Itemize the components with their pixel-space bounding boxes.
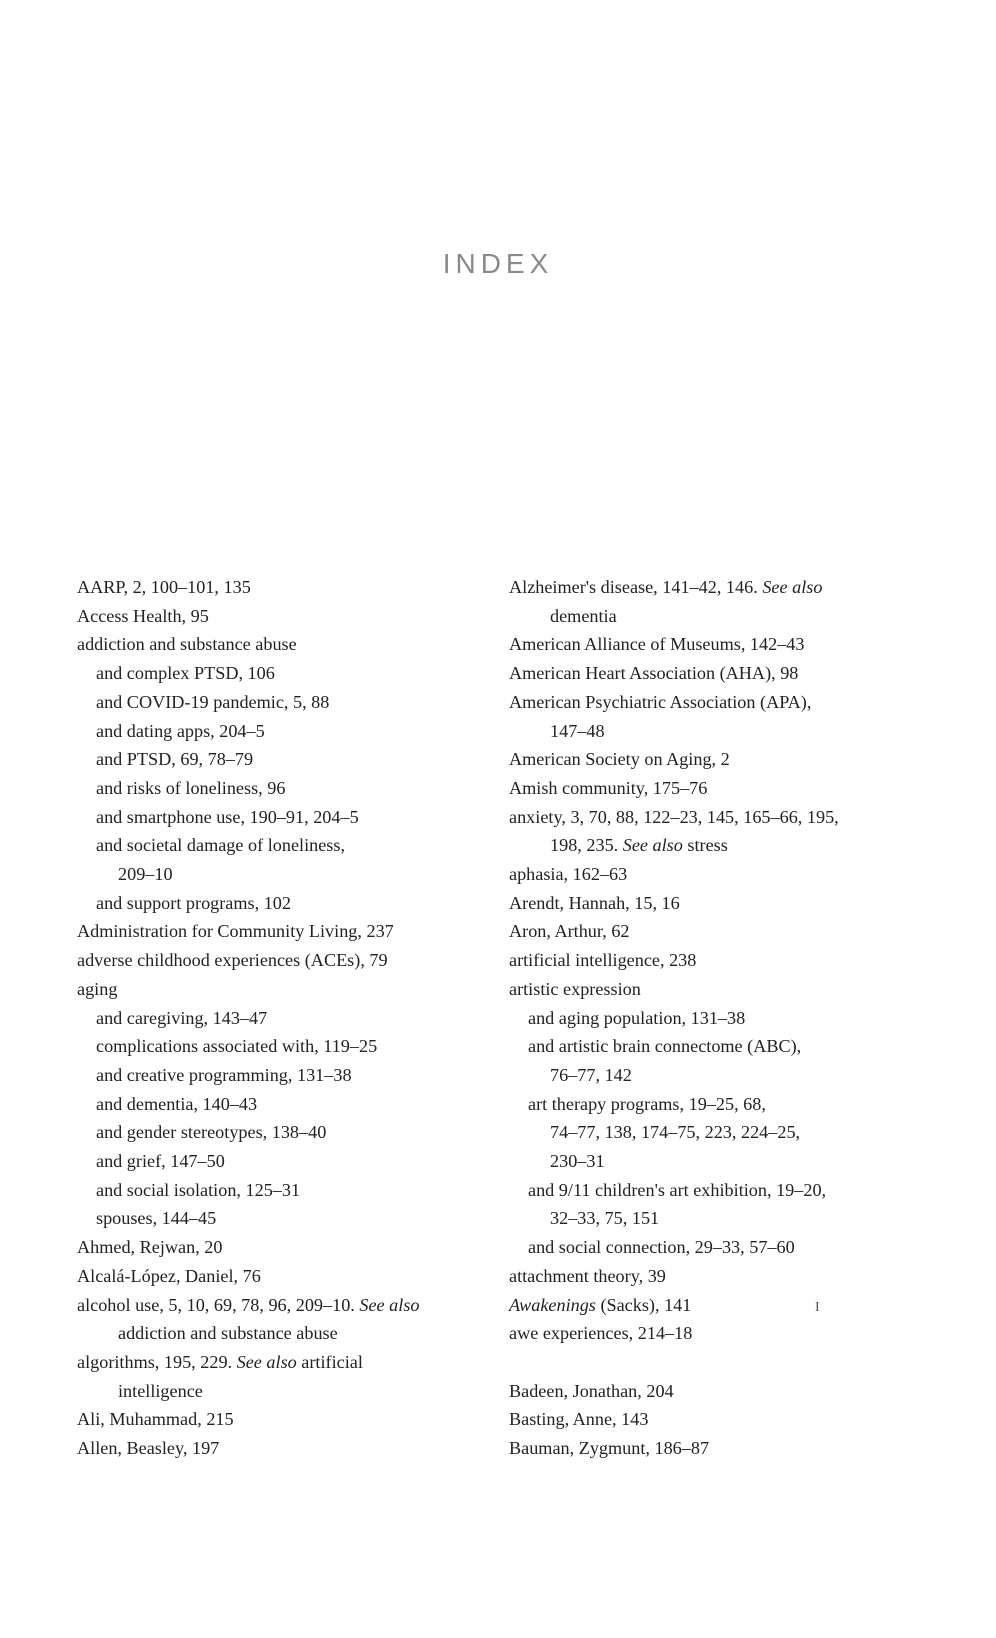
entry-italic-text: See also [622, 835, 683, 856]
index-subentry [509, 1176, 929, 1205]
entry-text: 209–10 [118, 864, 173, 885]
entry-text: 147–48 [550, 720, 605, 741]
index-entry [509, 1405, 929, 1434]
entry-text: Alcalá-López, Daniel, 76 [77, 1265, 261, 1286]
index-entry [77, 946, 497, 975]
entry-text: and PTSD, 69, 78–79 [96, 749, 254, 770]
entry-text: art therapy programs, 19–25, 68, [528, 1093, 766, 1114]
entry-text: adverse childhood experiences (ACEs), 79 [77, 950, 388, 971]
index-entry-continuation [77, 860, 497, 889]
entry-text: and COVID-19 pandemic, 5, 88 [96, 691, 330, 712]
index-entry [509, 975, 929, 1004]
index-entry [77, 602, 497, 631]
entry-text: and social isolation, 125–31 [96, 1179, 301, 1200]
index-subentry [77, 889, 497, 918]
entry-text: and gender stereotypes, 138–40 [96, 1122, 327, 1143]
index-subentry [77, 659, 497, 688]
index-subentry [77, 1176, 497, 1205]
entry-text: 32–33, 75, 151 [550, 1208, 660, 1229]
entry-text: 230–31 [550, 1151, 605, 1172]
entry-text: AARP, 2, 100–101, 135 [77, 577, 251, 597]
entry-text: and smartphone use, 190–91, 204–5 [96, 806, 359, 827]
index-subentry [77, 774, 497, 803]
entry-trailing-text: (Sacks), 141 [595, 1294, 692, 1315]
index-entry [509, 688, 929, 717]
index-entry [509, 1291, 929, 1320]
entry-text: American Alliance of Museums, 142–43 [509, 634, 805, 655]
entry-text: intelligence [118, 1380, 203, 1401]
entry-text: Arendt, Hannah, 15, 16 [509, 892, 680, 913]
entry-text: 74–77, 138, 174–75, 223, 224–25, [550, 1122, 801, 1143]
entry-text: addiction and substance abuse [118, 1323, 338, 1344]
index-subentry [509, 1090, 929, 1119]
entry-text: anxiety, 3, 70, 88, 122–23, 145, 165–66, 195, [509, 806, 839, 827]
entry-italic-text: Awakenings [509, 1294, 596, 1315]
index-subentry [77, 1004, 497, 1033]
entry-trailing-text: stress [682, 835, 728, 856]
entry-text: Access Health, 95 [77, 605, 209, 626]
index-entry [77, 975, 497, 1004]
entry-text: and risks of loneliness, 96 [96, 777, 286, 798]
entry-text: aphasia, 162–63 [509, 864, 628, 885]
index-entry [77, 1291, 497, 1320]
entry-text: artistic expression [509, 978, 641, 999]
index-entry-continuation [509, 1204, 929, 1233]
index-subentry [509, 1004, 929, 1033]
entry-italic-text: See also [236, 1351, 297, 1372]
index-entry [77, 1434, 497, 1463]
index-subentry [77, 688, 497, 717]
entry-text: Allen, Beasley, 197 [77, 1438, 220, 1459]
entry-text: and caregiving, 143–47 [96, 1007, 268, 1028]
index-entry [509, 659, 929, 688]
index-entry [509, 803, 929, 832]
entry-text: and artistic brain connectome (ABC), [528, 1036, 802, 1057]
entry-text: dementia [550, 605, 617, 626]
index-entry [509, 745, 929, 774]
index-entry [509, 917, 929, 946]
index-entry [77, 1348, 497, 1377]
index-column-left [77, 573, 497, 1463]
entry-text: artificial intelligence, 238 [509, 950, 697, 971]
index-entry [509, 1262, 929, 1291]
entry-text: 198, 235. [550, 835, 623, 856]
index-entry [509, 860, 929, 889]
index-entry-continuation [509, 1147, 929, 1176]
entry-text: and societal damage of loneliness, [96, 835, 345, 856]
index-entry [509, 1434, 929, 1463]
index-entry [509, 573, 929, 602]
entry-text: Alzheimer's disease, 141–42, 146. [509, 577, 763, 597]
index-entry-continuation [509, 831, 929, 860]
index-entry-continuation [509, 1118, 929, 1147]
entry-text: American Society on Aging, 2 [509, 749, 730, 770]
entry-text: and grief, 147–50 [96, 1151, 225, 1172]
entry-text: Badeen, Jonathan, 204 [509, 1380, 674, 1401]
page-title: INDEX [442, 248, 554, 279]
index-subentry [77, 745, 497, 774]
stray-mark: I [815, 1300, 820, 1315]
index-subentry [509, 1032, 929, 1061]
entry-text: awe experiences, 214–18 [509, 1323, 693, 1344]
entry-text: alcohol use, 5, 10, 69, 78, 96, 209–10. [77, 1294, 360, 1315]
entry-text: Aron, Arthur, 62 [509, 921, 630, 942]
index-subentry [77, 831, 497, 860]
entry-text: Bauman, Zygmunt, 186–87 [509, 1438, 710, 1459]
entry-text: American Psychiatric Association (APA), [509, 691, 812, 712]
entry-text: Amish community, 175–76 [509, 777, 708, 798]
entry-text: and dementia, 140–43 [96, 1093, 258, 1114]
entry-trailing-text: artificial [296, 1351, 363, 1372]
entry-text: and aging population, 131–38 [528, 1007, 746, 1028]
index-entry [509, 1377, 929, 1406]
entry-text: and support programs, 102 [96, 892, 291, 913]
index-subentry [509, 1233, 929, 1262]
index-entry [509, 630, 929, 659]
index-entry [509, 889, 929, 918]
entry-text: and complex PTSD, 106 [96, 663, 275, 684]
entry-text: and creative programming, 131–38 [96, 1064, 352, 1085]
index-subentry [77, 717, 497, 746]
index-entry-continuation [509, 717, 929, 746]
index-entry-continuation [509, 602, 929, 631]
index-entry [77, 630, 497, 659]
entry-text: 76–77, 142 [550, 1064, 632, 1085]
entry-text: addiction and substance abuse [77, 634, 297, 655]
entry-text: Administration for Community Living, 237 [77, 921, 394, 942]
entry-text: aging [77, 978, 118, 999]
entry-text: American Heart Association (AHA), 98 [509, 663, 799, 684]
index-entry [509, 1319, 929, 1348]
index-entry [509, 946, 929, 975]
index-entry [77, 1233, 497, 1262]
entry-text: Ahmed, Rejwan, 20 [77, 1237, 223, 1258]
index-subentry [77, 1061, 497, 1090]
entry-text: algorithms, 195, 229. [77, 1351, 237, 1372]
index-subentry [77, 1090, 497, 1119]
index-entry-continuation [77, 1377, 497, 1406]
index-entry [509, 774, 929, 803]
index-entry [77, 1262, 497, 1291]
entry-text: and social connection, 29–33, 57–60 [528, 1237, 795, 1258]
index-subentry [77, 1118, 497, 1147]
index-subentry [77, 803, 497, 832]
entry-text: spouses, 144–45 [96, 1208, 217, 1229]
entry-text: attachment theory, 39 [509, 1265, 666, 1286]
index-entry-continuation [509, 1061, 929, 1090]
letter-group-gap [509, 1348, 929, 1377]
entry-text: complications associated with, 119–25 [96, 1036, 378, 1057]
entry-italic-text: See also [359, 1294, 420, 1315]
entry-text: Ali, Muhammad, 215 [77, 1409, 234, 1430]
index-subentry [77, 1204, 497, 1233]
entry-text: Basting, Anne, 143 [509, 1409, 649, 1430]
entry-text: and dating apps, 204–5 [96, 720, 265, 741]
entry-text: and 9/11 children's art exhibition, 19–20, [528, 1179, 827, 1200]
index-entry-continuation [77, 1319, 497, 1348]
index-subentry [77, 1032, 497, 1061]
index-column-right [509, 573, 929, 1463]
index-subentry [77, 1147, 497, 1176]
entry-italic-text: See also [762, 577, 823, 597]
index-entry [77, 573, 497, 602]
index-entry [77, 917, 497, 946]
index-entry [77, 1405, 497, 1434]
